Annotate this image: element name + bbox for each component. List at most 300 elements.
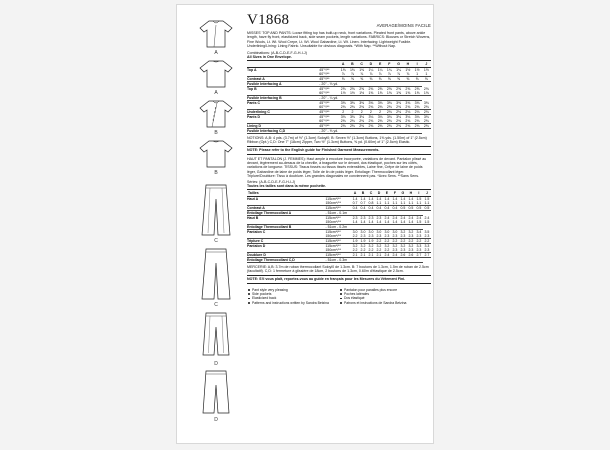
yardage-value-cell: ⅝ — [385, 76, 394, 81]
pants-c-back-drawing — [199, 247, 233, 308]
yardage-value-cell: 3⅜ — [423, 100, 429, 105]
yardage-value-cell: 2⅛ — [385, 109, 394, 114]
yardage-value-cell: 3.2 — [400, 229, 406, 234]
yardage-value-cell: 1 — [422, 72, 431, 77]
yardage-value-cell: 2.3 — [408, 247, 414, 252]
yardage-value-cell: 2⅜ — [348, 105, 357, 110]
yardage-value-cell: 1.1 — [408, 200, 414, 205]
yardage-section-label: Pants D — [247, 114, 261, 119]
description-french: HAUT ET PANTALON (J. FEMMES): Haut ample à encolure incorporée, variations de devant. Pantalon plissé au devant, légèrement au-dessus de la cheville, à braguette sur le devant, dos élastiqué, poches sur les côtés, variations de longueur. TISSUS: Tissus fossés ou tissus tissés extensibles, Laine fine, Crêpe de laine de poids léger, Gabardine de laine de poids léger, Toile de lin de poids léger. Entoilage: Thermocollant léger. Triplure/Doublure: Tissu à doublure. Les grandes diagonales ne conviennent pas. *Avec Sens. **Sans Sens. — [247, 156, 427, 178]
yardage-value-cell: ⅞ — [357, 72, 366, 77]
pattern-envelope-back — [176, 4, 434, 444]
yardage-value-cell: 2.2 — [416, 238, 422, 243]
figure-label: C — [214, 302, 218, 308]
size-header: H — [407, 189, 415, 196]
yardage-value-cell: 2.3 — [368, 233, 374, 238]
yardage-value-cell: 2.6 — [400, 252, 406, 257]
yardage-value-cell: 1.9 — [352, 238, 358, 243]
top-b-front-drawing — [199, 99, 233, 136]
yardage-width-cell: - 51cm - 0.3m — [325, 257, 422, 262]
yardage-value-cell: 2.3 — [416, 233, 422, 238]
yardage-section-label: Fusible Interfacing C,D — [247, 128, 319, 133]
yardage-value-cell: ⅞ — [394, 72, 403, 77]
yardage-value-cell: 0.4 — [368, 205, 374, 210]
yardage-value-cell: 1.1 — [376, 200, 382, 205]
yardage-value-cell: 1.4 — [408, 196, 414, 201]
yardage-width-cell: 150cm*/** — [325, 220, 351, 225]
yardage-value-cell: ⅝ — [394, 76, 403, 81]
features-french — [339, 288, 431, 306]
yardage-width-cell: 115cm*/** — [325, 205, 351, 210]
yardage-value-cell: 2.2 — [376, 238, 382, 243]
yardage-section-label: Haut B — [247, 215, 259, 220]
feature-item: Patrons et instructions de Sandra Betzina — [339, 301, 431, 305]
yardage-value-cell: 3.0 — [360, 229, 366, 234]
yardage-value-cell: 2⅜ — [422, 123, 431, 128]
yardage-value-cell: ⅝ — [339, 76, 348, 81]
yardage-section-label: Pants C — [247, 100, 261, 105]
yardage-value-cell: ⅝ — [366, 76, 375, 81]
yardage-value-cell: 2⅜ — [339, 119, 348, 124]
size-header: A — [351, 189, 359, 196]
size-header: I — [412, 60, 421, 67]
yardage-value-cell: 2⅛ — [403, 109, 412, 114]
yardage-value-cell: 2.7 — [424, 252, 430, 257]
yardage-value-cell: 1½ — [423, 67, 429, 72]
yardage-value-cell: 1 — [412, 72, 421, 77]
yardage-value-cell: 3⅛ — [405, 114, 411, 119]
yardage-value-cell: 1.4 — [408, 219, 414, 224]
yardage-value-cell: 2⅜ — [394, 119, 403, 124]
yardage-width-cell: - 20" - ⅛ yd. — [319, 81, 421, 86]
yardage-value-cell: 1.4 — [368, 219, 374, 224]
yardage-value-cell: 1.4 — [352, 219, 358, 224]
yardage-value-cell: 2.4 — [416, 215, 422, 220]
figure-label: B — [214, 170, 218, 176]
yardage-value-cell: 0.4 — [384, 205, 390, 210]
yardage-value-cell: 2.2 — [424, 238, 430, 243]
yardage-value-cell: 1½ — [357, 91, 366, 96]
yardage-value-cell: 2⅜ — [376, 105, 385, 110]
yardage-section-label: Haut A — [247, 196, 259, 201]
yardage-value-cell: 3⅜ — [405, 100, 411, 105]
yardage-value-cell: 2⅛ — [394, 109, 403, 114]
yardage-value-cell: 0.5 — [416, 205, 422, 210]
yardage-value-cell: 2.3 — [376, 233, 382, 238]
size-header: E — [376, 60, 385, 67]
combinations-english: Combinations: (A-B-C-D-E-F-G-H-I-J) — [247, 51, 307, 56]
yardage-value-cell: 3.0 — [352, 229, 358, 234]
yardage-value-cell: 2 — [339, 109, 348, 114]
yardage-value-cell: ⅝ — [348, 76, 357, 81]
yardage-value-cell: ⅞ — [403, 72, 412, 77]
yardage-value-cell: 2.4 — [392, 215, 398, 220]
difficulty-level: AVERAGE/MOINS FACILE — [376, 22, 431, 28]
yardage-value-cell: 1½ — [339, 91, 348, 96]
yardage-value-cell: 2⅜ — [366, 123, 375, 128]
yardage-section-label: Entoilage Thermocollant C,D — [247, 257, 325, 262]
yardage-value-cell: ⅝ — [403, 76, 412, 81]
yardage-value-cell: 3.3 — [424, 243, 430, 248]
size-header: D — [366, 60, 375, 67]
yardage-value-cell: 2⅜ — [376, 119, 385, 124]
yardage-value-cell: 2.4 — [384, 215, 390, 220]
yardage-value-cell: 2.4 — [384, 252, 390, 257]
yardage-value-cell: 3.0 — [384, 229, 390, 234]
yardage-value-cell: 2⅜ — [357, 105, 366, 110]
size-header: F — [391, 189, 399, 196]
garment-line-drawings — [177, 5, 247, 444]
yardage-value-cell: 2.2 — [408, 238, 414, 243]
envelope-header — [247, 13, 431, 28]
yardage-value-cell: 2⅜ — [403, 105, 412, 110]
yardage-value-cell: 2.2 — [368, 247, 374, 252]
yardage-value-cell: 2⅜ — [403, 123, 412, 128]
yardage-width-cell: 60"*/** — [319, 72, 338, 77]
yardage-value-cell: 2⅜ — [385, 123, 394, 128]
yardage-value-cell: 2.1 — [368, 252, 374, 257]
feature-item: Elasticized back — [247, 296, 339, 300]
yardage-width-cell: - 51cm - 0.2m — [325, 224, 422, 229]
yardage-value-cell: 2⅝ — [423, 86, 429, 91]
yardage-table-english — [247, 60, 431, 134]
yardage-value-cell: 0.4 — [392, 205, 398, 210]
yardage-value-cell: 1.1 — [416, 200, 422, 205]
yardage-value-cell: 0.5 — [408, 205, 414, 210]
yardage-value-cell: 2.3 — [400, 233, 406, 238]
yardage-value-cell: 2.2 — [352, 233, 358, 238]
yardage-value-cell: 3⅜ — [340, 100, 346, 105]
all-sizes-french: Toutes les tailles sont dans la même pochette. — [247, 184, 327, 189]
yardage-value-cell: ⅝ — [422, 76, 431, 81]
top-a-front-drawing — [199, 19, 233, 56]
yardage-value-cell: 1⅝ — [366, 91, 375, 96]
yardage-width-cell: 45"*/** — [319, 123, 338, 128]
yardage-value-cell: 1.5 — [416, 219, 422, 224]
yardage-value-cell: 1.4 — [384, 196, 390, 201]
pants-d-front-drawing — [199, 311, 233, 365]
yardage-value-cell: 0.7 — [360, 200, 366, 205]
yardage-value-cell: 2⅜ — [348, 119, 357, 124]
feature-item: Pant style very pleasing — [247, 288, 339, 292]
yardage-value-cell: 3⅜ — [414, 100, 420, 105]
yardage-value-cell: 1.4 — [400, 196, 406, 201]
yardage-value-cell: 0.4 — [376, 205, 382, 210]
size-header: C — [357, 60, 366, 67]
size-header: I — [415, 189, 423, 196]
pattern-number: V1868 — [247, 12, 290, 28]
yardage-value-cell: 1.1 — [392, 200, 398, 205]
yardage-value-cell: 2⅛ — [412, 109, 421, 114]
size-header: B — [348, 60, 357, 67]
yardage-value-cell: 2.3 — [392, 247, 398, 252]
yardage-value-cell: 2 — [357, 109, 366, 114]
yardage-section-label: Fusible Interfacing B — [247, 95, 319, 100]
yardage-value-cell: 3.3 — [416, 243, 422, 248]
feature-item: Patterns and instructions written by Sandra Betzina — [247, 301, 339, 305]
yardage-value-cell: 2⅝ — [377, 86, 383, 91]
yardage-value-cell: 1.4 — [360, 219, 366, 224]
size-header: F — [385, 60, 394, 67]
yardage-section-label: Contrast A — [247, 76, 319, 81]
yardage-value-cell: 3⅛ — [377, 114, 383, 119]
yardage-value-cell: 2.3 — [400, 247, 406, 252]
yardage-value-cell: 1⅝ — [422, 91, 431, 96]
yardage-value-cell: 2.3 — [368, 215, 374, 220]
yardage-value-cell: 1.4 — [352, 196, 358, 201]
yardage-width-cell: 115cm*/** — [325, 252, 351, 257]
yardage-value-cell: 1⅝ — [385, 91, 394, 96]
yardage-value-cell: 3.4 — [416, 229, 422, 234]
yardage-value-cell: ⅞ — [385, 72, 394, 77]
yardage-value-cell: 2⅝ — [405, 86, 411, 91]
yardage-value-cell: 3.2 — [408, 243, 414, 248]
yardage-width-cell: 45"*/** — [319, 67, 330, 72]
feature-item: Poches latérales — [339, 292, 431, 296]
yardage-value-cell: 1.4 — [360, 196, 366, 201]
yardage-value-cell: 1.9 — [360, 238, 366, 243]
yardage-value-cell: 1.5 — [424, 196, 430, 201]
note-english: NOTE: Please refer to the English guide for Finished Garment Measurements. — [247, 146, 431, 154]
yardage-value-cell: 2⅜ — [339, 105, 348, 110]
yardage-value-cell: 1⅝ — [394, 91, 403, 96]
notions-english: NOTIONS: A,B: 4 yds. (3.7m) of ½" (1.3cm) Soloyl0; B: Seven ½" (1.3cm) Buttons, 1⅝ yds. (1.50m) of 1" (2.5cm) Ribbon (Opt.) C,D: One 7" (18cm) Zipper, Two ½" (1.3cm) Buttons, ⅝ yd. (0.60m) of 1" (2.5cm) Elastic. — [247, 135, 427, 145]
yardage-value-cell: 1.4 — [376, 219, 382, 224]
yardage-value-cell: 1⅜ — [349, 67, 355, 72]
yardage-value-cell: 2.4 — [392, 252, 398, 257]
yardage-value-cell: 3⅛ — [340, 114, 346, 119]
yardage-width-cell: 60"*/** — [319, 119, 338, 124]
yardage-value-cell: 3⅜ — [349, 100, 355, 105]
yardage-value-cell: 0.7 — [352, 200, 358, 205]
width-header-blank — [325, 189, 351, 196]
yardage-value-cell: 3.2 — [376, 243, 382, 248]
yardage-value-cell: 1¼ — [386, 67, 392, 72]
envelope-text-column — [247, 13, 431, 305]
size-header: G — [394, 60, 403, 67]
yardage-value-cell: 1⅝ — [412, 91, 421, 96]
yardage-width-cell: 45"*/** — [319, 76, 338, 81]
yardage-value-cell: 0.4 — [360, 205, 366, 210]
yardage-section-label: Entoilage Thermocollant A — [247, 210, 325, 215]
feature-item: Pantalon pour panalles plus encore — [339, 288, 431, 292]
yardage-value-cell: ⅝ — [412, 76, 421, 81]
yardage-value-cell: 2⅝ — [368, 86, 374, 91]
size-header: E — [383, 189, 391, 196]
size-header: J — [423, 189, 431, 196]
yardage-value-cell: 2 — [348, 109, 357, 114]
yardage-value-cell: 2⅜ — [348, 123, 357, 128]
size-header: B — [359, 189, 367, 196]
yardage-value-cell: 3⅜ — [396, 100, 402, 105]
yardage-value-cell: 2⅜ — [357, 119, 366, 124]
figure-label: A — [214, 50, 218, 56]
pants-d-back-drawing — [199, 369, 233, 423]
yardage-value-cell: 2⅜ — [385, 119, 394, 124]
yardage-value-cell: 3⅛ — [396, 114, 402, 119]
yardage-value-cell: 3⅛ — [414, 114, 420, 119]
yardage-value-cell: 2⅜ — [376, 123, 385, 128]
yardage-width-cell: 115cm*/** — [325, 243, 341, 248]
yardage-value-cell: 1.9 — [368, 238, 374, 243]
yardage-value-cell: 3⅜ — [386, 100, 392, 105]
yardage-value-cell: 2.3 — [384, 233, 390, 238]
yardage-width-cell: 45"*/** — [319, 86, 330, 91]
yardage-value-cell: 1.1 — [384, 200, 390, 205]
yardage-value-cell: 2⅜ — [412, 123, 421, 128]
size-header: C — [367, 189, 375, 196]
yardage-value-cell: 1.1 — [424, 200, 430, 205]
yardage-width-cell: 45"*/** — [319, 114, 330, 119]
yardage-value-cell: 2.3 — [360, 215, 366, 220]
yardage-value-cell: 2.4 — [400, 215, 406, 220]
yardage-value-cell: 2⅜ — [394, 123, 403, 128]
yardage-value-cell: 2⅜ — [422, 119, 431, 124]
yardage-value-cell: 1⅝ — [376, 91, 385, 96]
yardage-value-cell: 2.3 — [424, 233, 430, 238]
yardage-value-cell: 3⅜ — [359, 100, 365, 105]
yardage-value-cell: 2⅜ — [412, 119, 421, 124]
yardage-value-cell: 3.0 — [392, 229, 398, 234]
yardage-width-cell: 150cm*/** — [325, 248, 351, 253]
yardage-value-cell: 2.2 — [384, 247, 390, 252]
figure-label: B — [214, 130, 218, 136]
yardage-width-cell: - 51cm - 0.1m — [325, 210, 422, 215]
yardage-value-cell: 2⅜ — [339, 123, 348, 128]
top-a-back-drawing — [199, 59, 233, 96]
yardage-value-cell: 3⅛ — [349, 114, 355, 119]
series-french: Séries: (A-B-C-D-E-F-G-H-I-J) — [247, 180, 296, 185]
yardage-value-cell: 3⅜ — [368, 100, 374, 105]
yardage-value-cell: 0.5 — [424, 205, 430, 210]
yardage-width-cell: 115cm*/** — [325, 229, 341, 234]
yardage-value-cell: 2.6 — [408, 252, 414, 257]
yardage-width-cell: 60"*/** — [319, 91, 338, 96]
yardage-row — [247, 257, 431, 262]
yardage-value-cell: 2⅝ — [386, 86, 392, 91]
yardage-value-cell: 2.2 — [400, 238, 406, 243]
yardage-section-label: Underlining C — [247, 109, 319, 114]
yardage-section-label: Triplure C — [247, 238, 325, 243]
yardage-width-cell: 115cm*/** — [325, 196, 341, 201]
yardage-value-cell: 3.0 — [368, 229, 374, 234]
yardage-value-cell: 2.3 — [352, 215, 358, 220]
features-section — [247, 288, 431, 306]
yardage-value-cell: 2⅜ — [422, 105, 431, 110]
yardage-value-cell: 1.5 — [416, 196, 422, 201]
yardage-value-cell: 3.2 — [408, 229, 414, 234]
yardage-value-cell: 2⅜ — [385, 105, 394, 110]
yardage-width-cell: 150cm*/** — [325, 201, 351, 206]
yardage-value-cell: 2.4 — [424, 215, 430, 220]
yardage-value-cell: 1⅜ — [340, 67, 346, 72]
yardage-value-cell: 2.1 — [352, 252, 358, 257]
yardage-value-cell: 1½ — [405, 67, 411, 72]
yardage-value-cell: 2⅝ — [340, 86, 346, 91]
figure-label: A — [214, 90, 218, 96]
yardage-value-cell: 2⅜ — [403, 119, 412, 124]
yardage-value-cell: 2.1 — [376, 252, 382, 257]
yardage-value-cell: 1¼ — [368, 67, 374, 72]
description-english: MISSES' TOP AND PANTS: Loose fitting top has built-up neck, front variations. Pleated front pants, above ankle length, have fly front, elasticized back, side seam pockets, length variations. FABRICS: Blouses or Stretch Wovens, Fine Wools, Lt. Wt. Wool Crepe, Lt. Wt. Wool Gabardine, Lt. Wt. Linen. Interfacing: Lightweight Fusible. Underlining/Lining: Lining Fabric. Unsuitable for obvious diagonals. *With Nap. **Without Nap. — [247, 31, 431, 48]
yardage-value-cell: ⅞ — [366, 72, 375, 77]
pants-c-front-drawing — [199, 183, 233, 244]
yardage-value-cell: 1.1 — [400, 200, 406, 205]
yardage-value-cell: 3⅛ — [368, 114, 374, 119]
feature-item: Dos élastiqué — [339, 296, 431, 300]
yardage-width-cell: 150cm*/** — [325, 234, 351, 239]
yardage-value-cell: ⅝ — [376, 76, 385, 81]
yardage-table-french — [247, 189, 431, 263]
yardage-row — [247, 128, 431, 133]
yardage-value-cell: 1.4 — [392, 219, 398, 224]
yardage-width-cell: - 20" - ¼ yd. — [319, 95, 421, 100]
yardage-value-cell: 1¼ — [396, 67, 402, 72]
yardage-value-cell: 2⅝ — [349, 86, 355, 91]
yardage-value-cell: ⅞ — [339, 72, 348, 77]
yardage-value-cell: ⅞ — [348, 72, 357, 77]
yardage-value-cell: 1½ — [348, 91, 357, 96]
yardage-value-cell: 3.2 — [392, 243, 398, 248]
yardage-width-cell: 60"*/** — [319, 105, 338, 110]
yardage-section-label: Contrast A — [247, 205, 325, 210]
yardage-value-cell: 2.2 — [360, 247, 366, 252]
yardage-value-cell: 2⅜ — [366, 119, 375, 124]
size-header-blank — [247, 60, 319, 67]
yardage-value-cell: 2⅝ — [414, 86, 420, 91]
yardage-value-cell: 2 — [376, 109, 385, 114]
yardage-value-cell: 2.3 — [376, 215, 382, 220]
yardage-value-cell: 0.4 — [352, 205, 358, 210]
yardage-width-cell: 115cm*/** — [325, 238, 351, 243]
yardage-width-cell: 45"*/** — [319, 109, 338, 114]
yardage-value-cell: 2.2 — [392, 238, 398, 243]
yardage-value-cell: 1.4 — [392, 196, 398, 201]
yardage-value-cell: 2.3 — [416, 247, 422, 252]
yardage-value-cell: 3.2 — [352, 243, 358, 248]
yardage-width-cell: - 20" - ⅜ yd. — [319, 128, 421, 133]
yardage-value-cell: 1.4 — [400, 219, 406, 224]
size-header: G — [399, 189, 407, 196]
yardage-value-cell: 3⅛ — [423, 114, 429, 119]
yardage-value-cell: 2⅛ — [422, 109, 431, 114]
mercerie-french: MERCERIE: A,B: 3.7m de ruban thermocollant Soloyl0 de 1.3cm. B: 7 boutons de 1.3cm, 1.5m de ruban de 2.5cm (facultatif). C,D: 1 fermeture à glissière de 18cm, 2 boutons de 1.3cm, 0.60m d'élastique de 2.5cm. — [247, 264, 429, 274]
tailles-header: Tailles — [247, 189, 325, 196]
yardage-value-cell: 1.5 — [424, 219, 430, 224]
yardage-value-cell: 2.2 — [384, 238, 390, 243]
feature-item: Side pockets — [247, 292, 339, 296]
yardage-value-cell: 2.3 — [392, 233, 398, 238]
yardage-value-cell: 0.5 — [400, 205, 406, 210]
yardage-value-cell: 3⅛ — [359, 114, 365, 119]
yardage-value-cell: 3.5 — [424, 229, 430, 234]
yardage-value-cell: 2.7 — [416, 252, 422, 257]
yardage-section-label: Lining D — [247, 123, 319, 128]
size-header: D — [375, 189, 383, 196]
yardage-value-cell: 2⅝ — [359, 86, 365, 91]
yardage-value-cell: 2⅜ — [412, 105, 421, 110]
yardage-value-cell: ⅝ — [357, 76, 366, 81]
yardage-value-cell: 2⅜ — [357, 123, 366, 128]
yardage-value-cell: 3.2 — [384, 243, 390, 248]
yardage-value-cell: 3⅛ — [386, 114, 392, 119]
yardage-section-label: Pantalon C — [247, 229, 266, 234]
figure-label: C — [214, 238, 218, 244]
yardage-value-cell: 2⅝ — [396, 86, 402, 91]
yardage-width-cell: 45"*/** — [319, 100, 330, 105]
size-header: H — [403, 60, 412, 67]
yardage-value-cell: 2 — [366, 109, 375, 114]
